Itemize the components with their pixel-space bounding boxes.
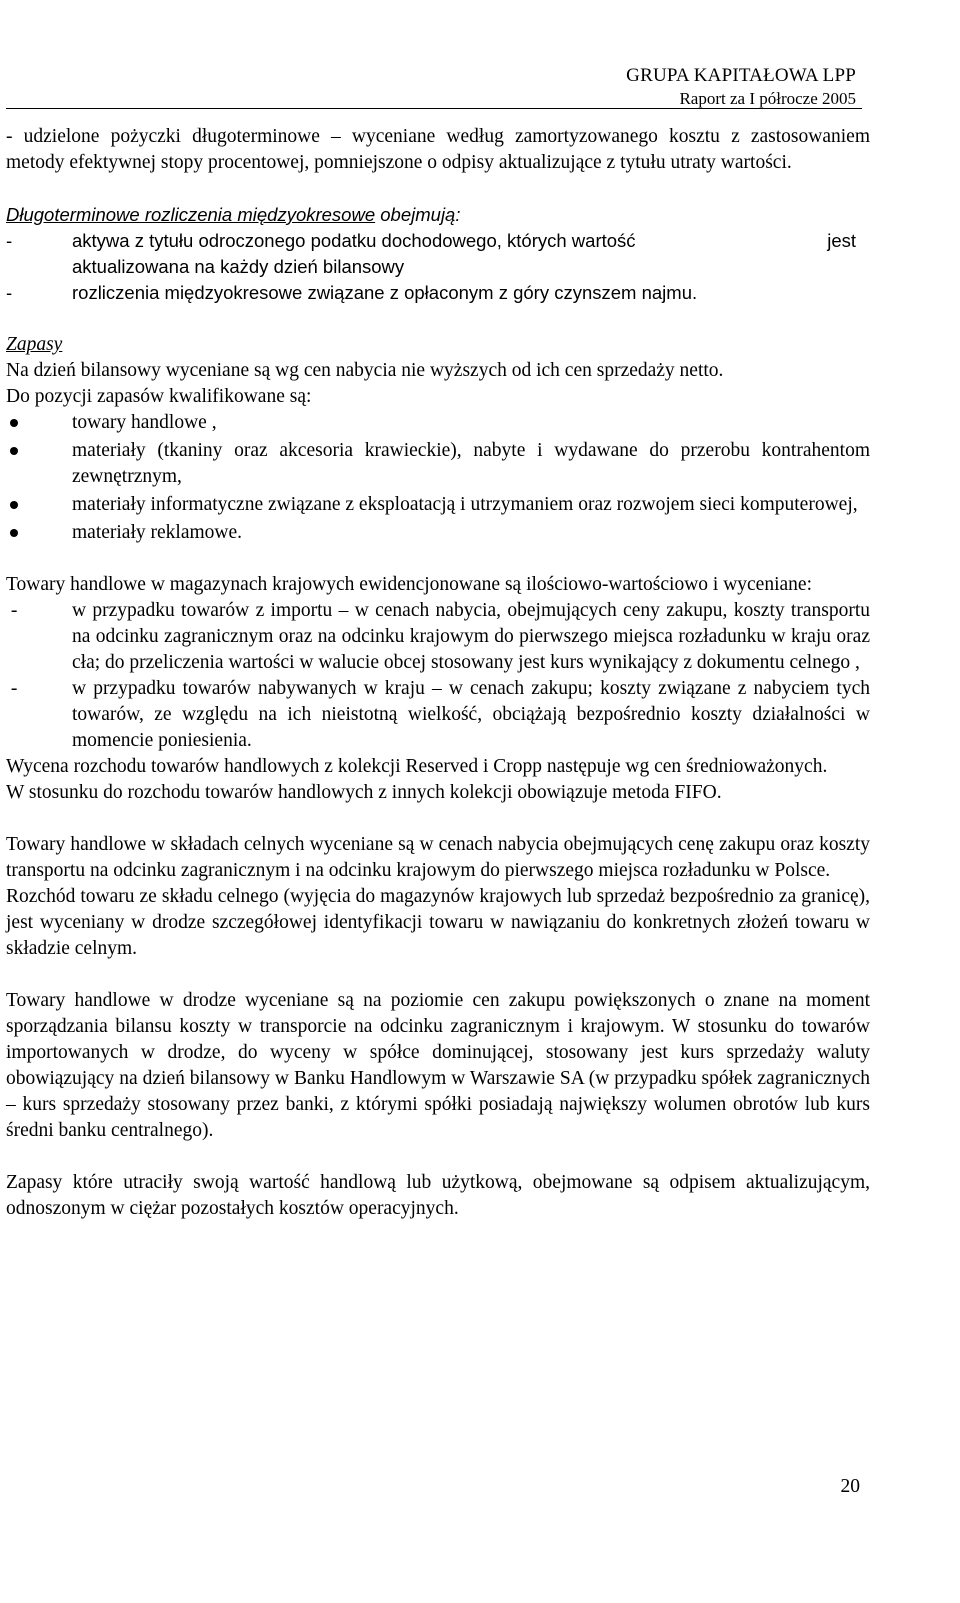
- inventory-title: Zapasy: [6, 334, 63, 355]
- dash-marker: -: [6, 230, 13, 251]
- accruals-item: [6, 228, 870, 280]
- customs-paragraph-2: Rozchód towaru ze składu celnego (wyjęcia do magazynów krajowych lub sprzedaż bezpośrednio za granicę), jest wyceniany w drodze szczegółowej identyfikacji towaru w nawiązaniu do konkretnych złożeń towaru w składzie celnym.: [6, 886, 870, 959]
- inventory-bullet-text: materiały (tkaniny oraz akcesoria krawieckie), nabyte i wydawane do przerobu kontrahentom zewnętrznym,: [72, 440, 870, 487]
- inventory-bullet-text: materiały informatyczne związane z eksploatacją i utrzymaniem oraz rozwojem sieci komputerowej,: [72, 494, 858, 515]
- bullet-icon: [6, 520, 72, 546]
- header-company: GRUPA KAPITAŁOWA LPP: [626, 65, 856, 86]
- document-body: [6, 124, 870, 1222]
- inventory-bullet: [6, 492, 870, 518]
- domestic-item-text: w przypadku towarów nabywanych w kraju – w cenach zakupu; koszty związane z nabyciem tych towarów, ze względu na ich nieistotną wielkość, obciążają bezpośrednio koszty działalności w momencie poniesienia.: [72, 678, 870, 751]
- accruals-item-cont: aktualizowana na każdy dzień bilansowy: [72, 256, 405, 277]
- header-report: Raport za I półrocze 2005: [679, 89, 856, 108]
- accruals-item-text: aktywa z tytułu odroczonego podatku dochodowego, których wartość: [72, 230, 636, 251]
- customs-paragraph-1: Towary handlowe w składach celnych wyceniane są w cenach nabycia obejmujących cenę zakupu oraz koszty transportu na odcinku zagranicznym i na odcinku krajowym do pierwszego miejsca rozładunku w Polsce.: [6, 834, 870, 881]
- domestic-item: [6, 676, 870, 754]
- inventory-line2: Do pozycji zapasów kwalifikowane są:: [6, 386, 312, 407]
- intro-item: - udzielone pożyczki długoterminowe – wyceniane według zamortyzowanego kosztu z zastosowaniem metody efektywnej stopy procentowej, pomniejszone o odpisy aktualizujące z tytułu utraty wartości.: [6, 126, 870, 173]
- accruals-section: [6, 202, 870, 306]
- accruals-title-rest: obejmują:: [375, 204, 461, 225]
- accruals-title: [6, 202, 870, 228]
- inventory-line1: Na dzień bilansowy wyceniane są wg cen nabycia nie wyższych od ich cen sprzedaży netto.: [6, 360, 724, 381]
- inventory-bullet-text: materiały reklamowe.: [72, 522, 243, 543]
- accruals-item-text: rozliczenia międzyokresowe związane z opłaconym z góry czynszem najmu.: [72, 282, 698, 303]
- domestic-intro: Towary handlowe w magazynach krajowych ewidencjonowane są ilościowo-wartościowo i wyceniane:: [6, 574, 812, 595]
- dash-marker: -: [6, 600, 18, 621]
- domestic-outflow-1: Wycena rozchodu towarów handlowych z kolekcji Reserved i Cropp następuje wg cen średnioważonych.: [6, 756, 828, 777]
- dash-marker: -: [6, 678, 18, 699]
- domestic-item-text: w przypadku towarów z importu – w cenach nabycia, obejmujących ceny zakupu, koszty transportu na odcinku zagranicznym oraz na odcinku krajowym do pierwszego miejsca rozładunku w kraju oraz cła; do przeliczenia wartości w walucie obcej stosowany jest kurs wynikający z dokumentu celnego ,: [72, 600, 870, 673]
- page-header: [0, 64, 856, 110]
- domestic-item: [6, 598, 870, 676]
- impaired-paragraph: Zapasy które utraciły swoją wartość handlową lub użytkową, obejmowane są odpisem aktualizującym, odnoszonym w ciężar pozostałych kosztów operacyjnych.: [6, 1172, 870, 1219]
- bullet-icon: [6, 410, 72, 436]
- inventory-bullet: [6, 520, 870, 546]
- accruals-item-suffix: jest: [827, 230, 856, 251]
- accruals-item: [6, 280, 870, 306]
- domestic-outflow-2: W stosunku do rozchodu towarów handlowych z innych kolekcji obowiązuje metoda FIFO.: [6, 782, 722, 803]
- inventory-bullet-text: towary handlowe ,: [72, 412, 217, 433]
- inventory-bullet: [6, 410, 870, 436]
- accruals-title-underlined: Długoterminowe rozliczenia międzyokresowe: [6, 204, 376, 225]
- header-divider: [6, 108, 862, 109]
- bullet-icon: [6, 438, 72, 490]
- page-number: 20: [840, 1476, 860, 1497]
- inventory-bullet: [6, 438, 870, 490]
- dash-marker: -: [6, 282, 13, 303]
- bullet-icon: [6, 492, 72, 518]
- transit-paragraph: Towary handlowe w drodze wyceniane są na poziomie cen zakupu powiększonych o znane na moment sporządzania bilansu koszty w transporcie na odcinku zagranicznym i krajowym. W stosunku do towarów importowanych w drodze, do wyceny w spółce dominującej, stosowany jest kurs sprzedaży waluty obowiązujący na dzień bilansowy w Banku Handlowym w Warszawie SA (w przypadku spółek zagranicznych – kurs sprzedaży stosowany przez banki, z którymi spółki posiadają największy wolumen obrotów lub kurs średni banku centralnego).: [6, 990, 870, 1141]
